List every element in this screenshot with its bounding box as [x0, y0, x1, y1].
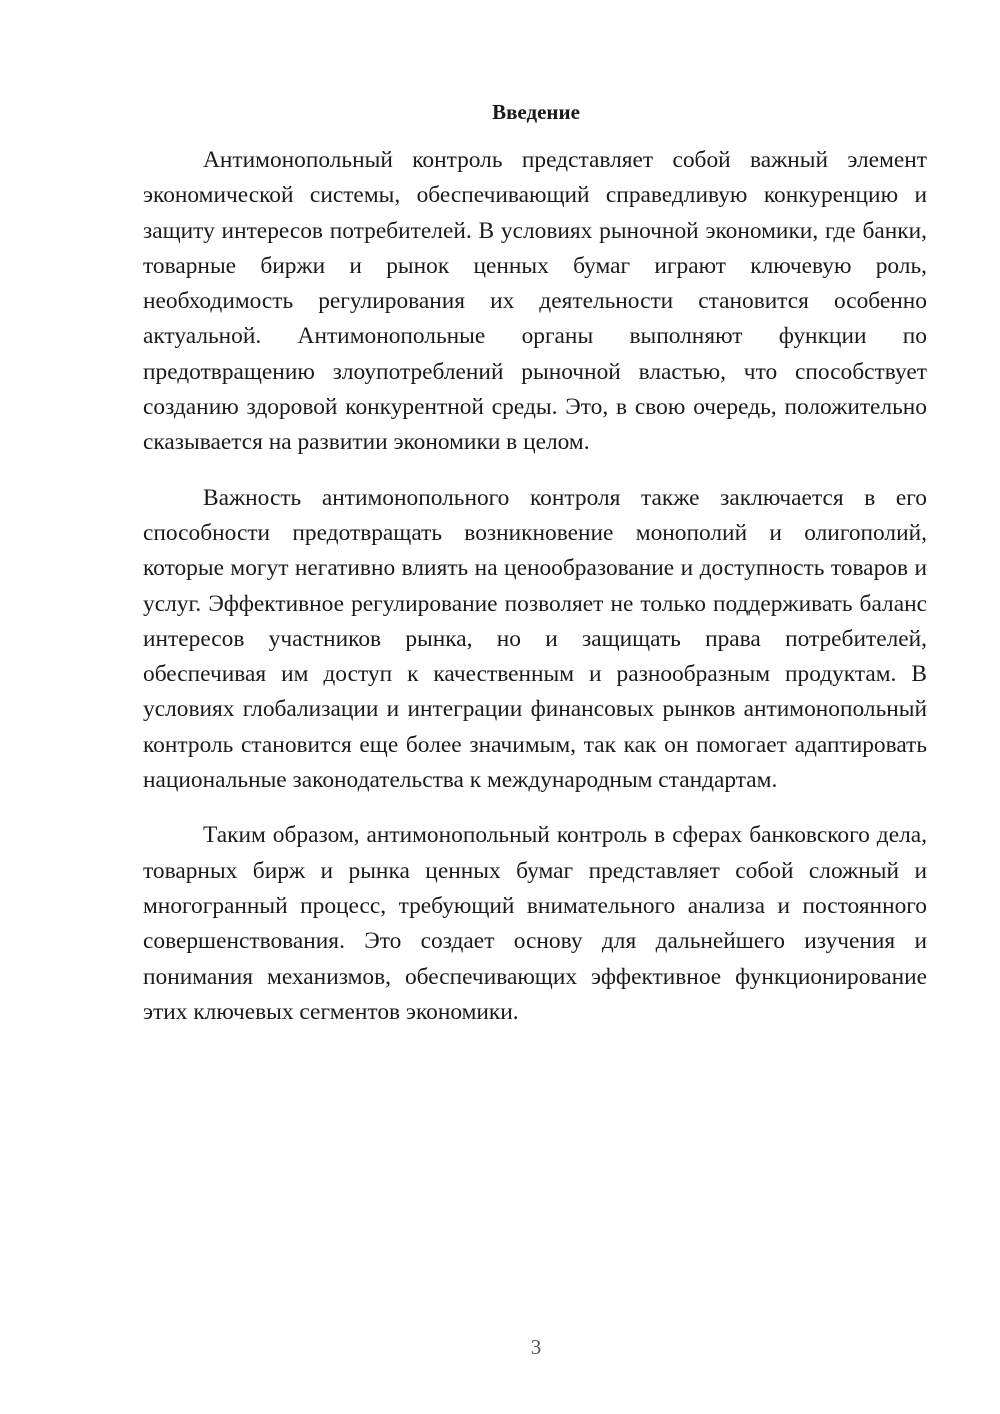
- page-number: 3: [530, 1335, 542, 1359]
- document-body: [143, 143, 927, 1030]
- paragraph-1: Антимонопольный контроль представляет собой важный элемент экономической системы, обеспечивающий справедливую конкуренцию и защиту интересов потребителей. В условиях рыночной экономики, где банки, товарные биржи и рынок ценных бумаг играют ключевую роль, необходимость регулирования их деятельности становится особенно актуальной. Антимонопольные органы выполняют функции по предотвращению злоупотреблений рыночной властью, что способствует созданию здоровой конкурентной среды. Это, в свою очередь, положительно сказывается на развитии экономики в целом.: [143, 147, 927, 456]
- paragraph-3: Таким образом, антимонопольный контроль в сферах банковского дела, товарных бирж и рынка ценных бумаг представляет собой сложный и многогранный процесс, требующий внимательного анализа и постоянного совершенствования. Это создает основу для дальнейшего изучения и понимания механизмов, обеспечивающих эффективное функционирование этих ключевых сегментов экономики.: [143, 822, 927, 1025]
- paragraph-2: Важность антимонопольного контроля также заключается в его способности предотвращать возникновение монополий и олигополий, которые могут негативно влиять на ценообразование и доступность товаров и услуг. Эффективное регулирование позволяет не только поддерживать баланс интересов участников рынка, но и защищать права потребителей, обеспечивая им доступ к качественным и разнообразным продуктам. В условиях глобализации и интеграции финансовых рынков антимонопольный контроль становится еще более значимым, так как он помогает адаптировать национальные законодательства к международным стандартам.: [143, 484, 927, 794]
- section-title: Введение: [492, 100, 580, 124]
